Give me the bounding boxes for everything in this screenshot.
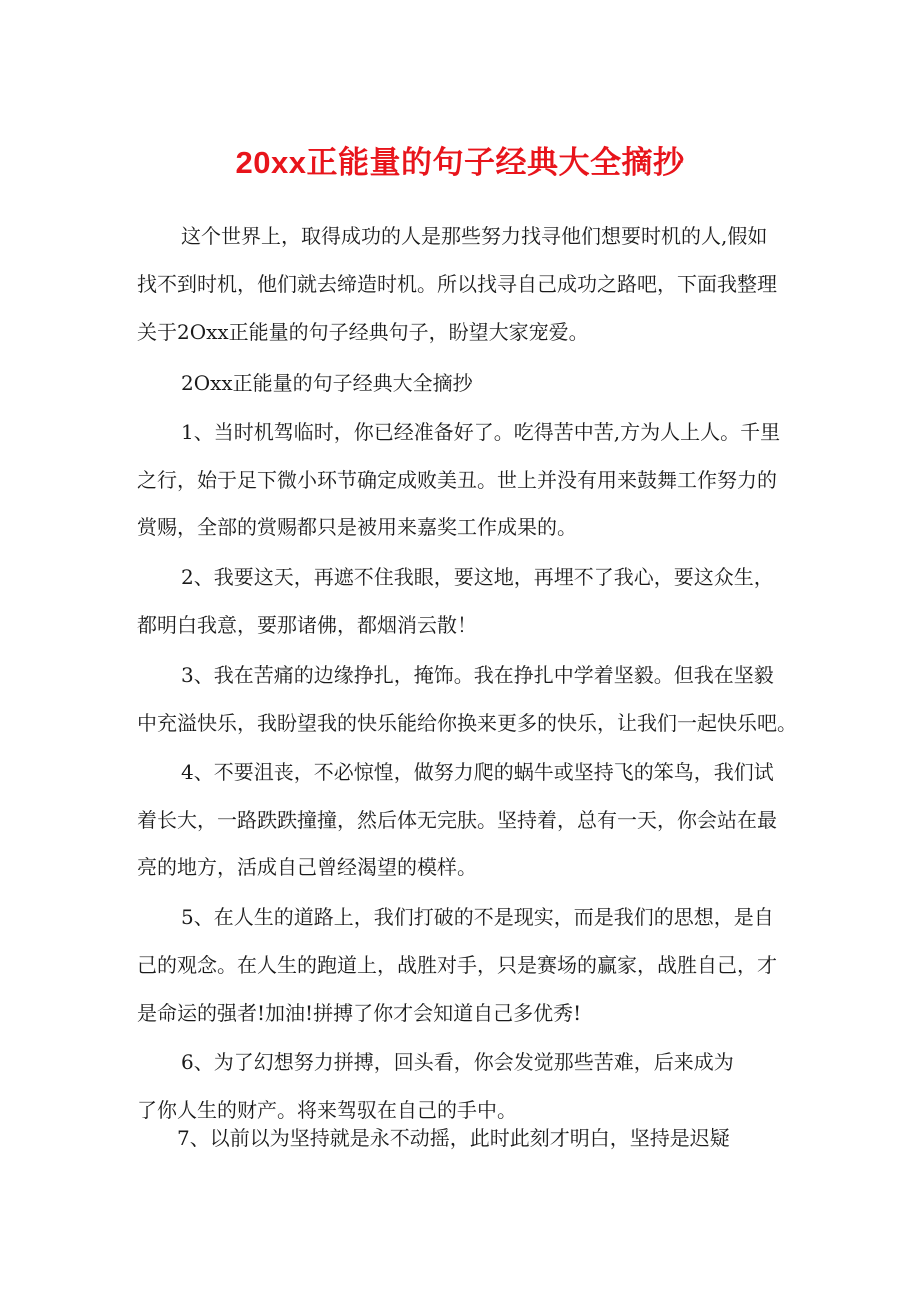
item-1-line-1: 1、当时机驾临时，你已经准备好了。吃得苦中苦,方为人上人。千里 — [181, 420, 781, 444]
item-4-line-1: 4、不要沮丧，不必惊惶，做努力爬的蜗牛或坚持飞的笨鸟，我们试 — [181, 760, 774, 784]
document-title — [0, 143, 920, 183]
section-heading: 2Oxx正能量的句子经典大全摘抄 — [181, 371, 473, 395]
item-5-line-1: 5、在人生的道路上，我们打破的不是现实，而是我们的思想，是自 — [181, 905, 774, 929]
title-year: 20xx — [235, 145, 307, 180]
item-2-line-2: 都明白我意，要那诸佛，都烟消云散！ — [137, 613, 477, 637]
intro-line-2: 找不到时机，他们就去缔造时机。所以找寻自己成功之路吧，下面我整理 — [137, 272, 777, 296]
item-3-line-1: 3、我在苦痛的边缘挣扎，掩饰。我在挣扎中学着坚毅。但我在坚毅 — [181, 663, 774, 687]
item-2-line-1: 2、我要这天，再遮不住我眼，要这地，再埋不了我心，要这众生， — [181, 565, 774, 589]
intro-line-3: 关于2Oxx正能量的句子经典句子，盼望大家宠爱。 — [137, 320, 589, 344]
item-5-line-3: 是命运的强者!加油!拼搏了你才会知道自己多优秀! — [137, 1001, 582, 1025]
item-1-line-2: 之行，始于足下微小环节确定成败美丑。世上并没有用来鼓舞工作努力的 — [137, 468, 777, 492]
item-5-line-2: 己的观念。在人生的跑道上，战胜对手，只是赛场的赢家，战胜自己，才 — [137, 953, 777, 977]
item-6-line-2: 了你人生的财产。将来驾驭在自己的手中。 — [137, 1098, 517, 1122]
item-7-line-1: 7、以前以为坚持就是永不动摇，此时此刻才明白，坚持是迟疑 — [177, 1126, 730, 1150]
item-3-line-2: 中充溢快乐，我盼望我的快乐能给你换来更多的快乐，让我们一起快乐吧。 — [137, 711, 797, 735]
title-text: 正能量的句子经典大全摘抄 — [306, 145, 685, 181]
item-4-line-3: 亮的地方，活成自己曾经渴望的模样。 — [137, 855, 477, 879]
item-4-line-2: 着长大，一路跌跌撞撞，然后体无完肤。坚持着，总有一天，你会站在最 — [137, 808, 777, 832]
item-1-line-3: 赏赐，全部的赏赐都只是被用来嘉奖工作成果的。 — [137, 515, 577, 539]
intro-line-1: 这个世界上，取得成功的人是那些努力找寻他们想要时机的人,假如 — [181, 224, 768, 248]
item-6-line-1: 6、为了幻想努力拼搏，回头看，你会发觉那些苦难，后来成为 — [181, 1050, 734, 1074]
